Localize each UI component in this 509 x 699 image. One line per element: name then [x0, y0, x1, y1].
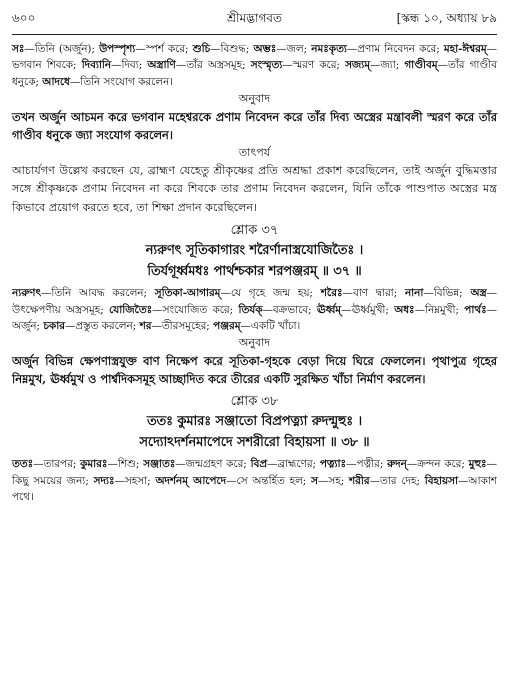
header-rule: [12, 34, 497, 35]
gloss-meaning: শিশু;: [117, 458, 144, 471]
verse-line: সদ্যোঽদর্শনমাপেদে সশরীরো বিহায়সা ॥ ৩৮ ॥: [139, 435, 370, 451]
gloss-term: আদধে: [42, 75, 70, 88]
gloss-meaning: উৎক্ষেপণীয় অস্ত্রসমূহ;: [12, 303, 110, 316]
gloss-meaning: তাঁর অস্ত্রসমূহ;: [186, 59, 251, 72]
gloss-term: বিহায়সা: [424, 474, 459, 487]
gloss-term: কুমারঃ: [80, 458, 108, 471]
gloss-term: নমঃকৃত্য: [311, 43, 347, 55]
gloss-term: শুচি: [192, 43, 211, 55]
gloss-term: উপস্পৃশ্য: [99, 43, 136, 55]
verse-line: ন্যরুণৎ সূতিকাগারং শরৈর্ণানাস্ত্রযোজিতৈঃ ।: [145, 243, 364, 259]
gloss-meaning: পত্নীর;: [356, 458, 388, 471]
gloss-term: গাণ্ডীবম্: [404, 59, 438, 72]
gloss-term: শরৈঃ: [320, 287, 343, 300]
gloss-meaning: তীরসমূহের;: [161, 319, 214, 332]
gloss-term: সজ্যম্: [345, 59, 371, 72]
gloss-meaning: স্মরণ করে;: [292, 59, 346, 72]
gloss-meaning: কিছু সময়ের জন্য;: [12, 474, 94, 487]
translation-heading: অনুবাদ: [238, 336, 271, 350]
gloss-term: অস্ত্রাণি: [147, 59, 176, 72]
gloss-term: অধঃ: [394, 303, 415, 316]
gloss-meaning: তিনি সংযোগ করলেন।: [80, 75, 173, 88]
gloss-term: সঃ: [12, 43, 25, 55]
gloss-meaning: দিব্য;: [121, 59, 148, 72]
gloss-meaning: তারপর;: [43, 458, 81, 471]
gloss-term: নানা: [404, 287, 424, 300]
gloss-meaning: প্রণাম নিবেদন করে;: [357, 43, 444, 55]
gloss-term: পার্থঃ: [464, 303, 487, 316]
gloss-term: অম্ভঃ: [253, 43, 277, 55]
gloss-term: মহা-ঈশ্বরম্: [443, 43, 487, 55]
gloss-term: ন্যরুণৎ: [12, 287, 42, 300]
page-number: ৬০০: [12, 11, 36, 25]
gloss-meaning: সহসা;: [124, 474, 156, 487]
gloss-meaning: ভগবান শিবকে;: [12, 59, 82, 72]
gloss-term: অস্ত্র: [470, 287, 487, 300]
gloss-term: রুদন্: [387, 458, 407, 471]
gloss-meaning: একটি খাঁচা।: [250, 319, 301, 332]
gloss-meaning: সংযোজিত করে;: [162, 303, 239, 316]
gloss-term: অদর্শনম্ আপেদে: [155, 474, 227, 487]
gloss-meaning: নিম্নমুখী;: [424, 303, 465, 316]
gloss-meaning: জ্যা;: [380, 59, 405, 72]
gloss-meaning: বিশুদ্ধ;: [220, 43, 254, 55]
purport-heading: তাৎপর্য: [238, 145, 271, 159]
verse-label: শ্লোক ৩৮: [230, 394, 279, 410]
verse-line: তির্যগূর্ধ্বমধঃ পার্থশ্চকার শরপঞ্জরম্‌ ॥ ৩৭ ॥: [147, 264, 362, 280]
gloss-term: ততঃ: [12, 458, 34, 471]
gloss-term: বিপ্র: [250, 458, 268, 471]
translation-text: অর্জুন বিভিন্ন ক্ষেপণাস্ত্রযুক্ত বাণ নিক্ষেপ করে সূতিকা-গৃহকে বেড়া দিয়ে ঘিরে ফেললেন। পৃথাপুত্র গৃহের নিম্নমুখ, ঊর্ধ্বমুখ ও পার্শ্বদিকসমূহ আচ্ছাদিত করে তীরের একটি সুরক্ষিত খাঁচা নির্মাণ করলেন।: [12, 354, 497, 387]
gloss-term: সূতিকা-আগারম্: [154, 287, 221, 300]
gloss-term: সংস্মৃত্য: [250, 59, 283, 72]
gloss-meaning: আকাশ পথে।: [12, 474, 497, 503]
gloss-term: মুহুঃ: [468, 458, 487, 471]
gloss-meaning: স্পর্শ করে;: [145, 43, 193, 55]
translation-text: তখন অর্জুন আচমন করে ভগবান মহেশ্বরকে প্রণাম নিবেদন করে তাঁর দিব্য অস্ত্রের মন্ত্রাবলী স্মরণ করে তাঁর গাণ্ডীব ধনুকে জ্যা সংযোগ করলেন।: [12, 109, 497, 142]
verse-label: শ্লোক ৩৭: [230, 223, 279, 239]
gloss-meaning: তিনি আবদ্ধ করলেন;: [51, 287, 155, 300]
gloss-meaning: বক্রভাবে;: [272, 303, 317, 316]
gloss-meaning: ঊর্ধ্বমুখী;: [351, 303, 395, 316]
gloss-meaning: তাঁর গাণ্ডীব ধনুকে;: [12, 59, 497, 88]
gloss-term: তির্যক্: [238, 303, 263, 316]
word-meanings: ন্যরুণৎ—তিনি আবদ্ধ করলেন; সূতিকা-আগারম্—যে গৃহে জন্ম হয়; শরৈঃ—বাণ দ্বারা; নানা—বিভিন্ন; অস্ত্র—উৎক্ষেপণীয় অস্ত্রসমূহ; যোজিতৈঃ—সংযোজিত করে; তির্যক্—বক্রভাবে; ঊর্ধ্বম্—ঊর্ধ্বমুখী; অধঃ—নিম্নমুখী; পার্থঃ—অর্জুন; চকার—প্রস্তুত করলেন; শর—তীরসমূহের; পঞ্জরম্—একটি খাঁচা।: [12, 287, 498, 332]
gloss-term: স: [311, 474, 318, 487]
gloss-meaning: জল;: [286, 43, 312, 55]
gloss-term: যোজিতৈঃ: [109, 303, 153, 316]
gloss-term: সঞ্জাতঃ: [143, 458, 176, 471]
gloss-meaning: বিভিন্ন;: [433, 287, 471, 300]
gloss-term: সদ্যঃ: [93, 474, 115, 487]
gloss-meaning: যে গৃহে জন্ম হয়;: [230, 287, 321, 300]
gloss-meaning: তার দেহ;: [379, 474, 425, 487]
book-title: শ্রীমদ্ভাগবত: [226, 11, 282, 25]
word-meanings: সঃ—তিনি (অর্জুন); উপস্পৃশ্য—স্পর্শ করে; শুচি—বিশুদ্ধ; অম্ভঃ—জল; নমঃকৃত্য—প্রণাম নিবেদন করে; মহা-ঈশ্বরম্—ভগবান শিবকে; দিব্যানি—দিব্য; অস্ত্রাণি—তাঁর অস্ত্রসমূহ; সংস্মৃত্য—স্মরণ করে; সজ্যম্—জ্যা; গাণ্ডীবম্—তাঁর গাণ্ডীব ধনুকে; আদধে—তিনি সংযোগ করলেন।: [12, 43, 498, 88]
gloss-term: ঊর্ধ্বম্: [316, 303, 342, 316]
gloss-meaning: প্রস্তুত করলেন;: [75, 319, 140, 332]
gloss-meaning: ব্রাহ্মণের;: [277, 458, 320, 471]
gloss-term: চকার: [43, 319, 65, 332]
gloss-meaning: অর্জুন;: [12, 319, 44, 332]
translation-heading: অনুবাদ: [238, 91, 271, 105]
purport-text: আচার্যগণ উল্লেখ করছেন যে, ব্রাহ্মণ যেহেতু শ্রীকৃষ্ণের প্রতি অশ্রদ্ধা প্রকাশ করেছিলেন, তাই অর্জুন বুদ্ধিমত্তার সঙ্গে শ্রীকৃষ্ণকে প্রণাম নিবেদন না করে শিবকে তার প্রণাম নিবেদন করলেন, যিনি তাঁকে পাশুপাত অস্ত্রের মন্ত্র কিভাবে প্রয়োগ করতে হবে, তা শিক্ষা প্রদান করেছিলেন।: [12, 163, 497, 214]
gloss-term: পঞ্জরম্: [213, 319, 241, 332]
gloss-meaning: সে অন্তর্হিত হল;: [236, 474, 312, 487]
gloss-term: শর: [139, 319, 152, 332]
gloss-meaning: জন্মগ্রহণ করে;: [185, 458, 251, 471]
gloss-term: পত্ন্যাঃ: [319, 458, 347, 471]
gloss-meaning: বাণ দ্বারা;: [352, 287, 405, 300]
gloss-term: দিব্যানি: [81, 59, 112, 72]
gloss-meaning: তিনি (অর্জুন);: [34, 43, 100, 55]
verse-line: ততঃ কুমারঃ সঞ্জাতো বিপ্রপত্ন্যা রুদন্মুহুঃ ।: [146, 414, 363, 430]
word-meanings: ততঃ—তারপর; কুমারঃ—শিশু; সঞ্জাতঃ—জন্মগ্রহণ করে; বিপ্র—ব্রাহ্মণের; পত্ন্যাঃ—পত্নীর; রুদন্—ক্রন্দন করে; মুহুঃ—কিছু সময়ের জন্য; সদ্যঃ—সহসা; অদর্শনম্ আপেদে—সে অন্তর্হিত হল; স—সহ; শরীর—তার দেহ; বিহায়সা—আকাশ পথে।: [12, 458, 497, 503]
gloss-meaning: ক্রন্দন করে;: [417, 458, 469, 471]
chapter-reference: [স্কন্ধ ১০, অধ্যায় ৮৯: [396, 11, 497, 25]
gloss-meaning: সহ;: [328, 474, 350, 487]
page-header: [12, 10, 497, 30]
gloss-term: শরীর: [349, 474, 370, 487]
